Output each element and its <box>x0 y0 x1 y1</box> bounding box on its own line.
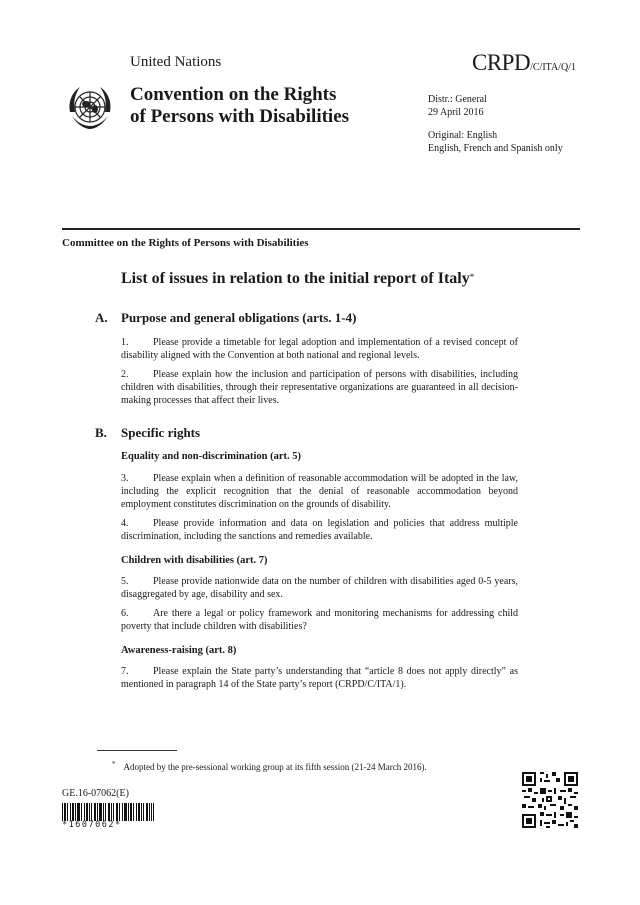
paragraph-2 <box>121 368 518 407</box>
paragraph-6 <box>121 607 518 633</box>
committee-name: Committee on the Rights of Persons with Disabilities <box>62 237 309 249</box>
subheading-awareness: Awareness-raising (art. 8) <box>121 645 237 656</box>
convention-title-line2: of Persons with Disabilities <box>130 106 350 127</box>
document-symbol <box>472 50 576 76</box>
footnote <box>112 760 427 772</box>
document-title <box>121 270 474 288</box>
original-language: Original: English <box>428 130 498 141</box>
paragraph-number: 1. <box>121 337 129 348</box>
footnote-rule <box>97 750 177 751</box>
section-a-title: Purpose and general obligations (arts. 1-4) <box>121 310 357 325</box>
available-languages: English, French and Spanish only <box>428 143 563 154</box>
header-divider <box>62 228 580 230</box>
issue-date: 29 April 2016 <box>428 107 484 118</box>
job-number: GE.16-07062(E) <box>62 788 129 799</box>
paragraph-5 <box>121 575 518 601</box>
section-a-letter: A. <box>95 310 108 325</box>
symbol-sub: /C/ITA/Q/1 <box>530 62 576 73</box>
subheading-equality: Equality and non-discrimination (art. 5) <box>121 451 301 462</box>
section-b-title: Specific rights <box>121 425 201 440</box>
paragraph-text: Please provide information and data on legislation and policies that address multiple discrimination, including the sanctions and remedies available. <box>121 518 518 542</box>
barcode-icon <box>62 803 154 821</box>
convention-title <box>130 84 400 128</box>
org-name: United Nations <box>130 54 222 70</box>
paragraph-number: 3. <box>121 473 129 484</box>
convention-title-line1: Convention on the Rights <box>130 84 337 105</box>
footnote-ref: * <box>469 272 475 282</box>
distribution-block <box>428 93 487 119</box>
paragraph-text: Please provide nationwide data on the number of children with disabilities aged 0-5 years, disaggregated by age, disability and sex. <box>121 576 518 600</box>
qr-code-icon <box>522 772 578 828</box>
paragraph-4 <box>121 517 518 543</box>
document-title-text: List of issues in relation to the initial report of Italy <box>121 270 470 287</box>
paragraph-number: 4. <box>121 518 129 529</box>
un-emblem-icon <box>64 82 116 134</box>
paragraph-number: 2. <box>121 369 129 380</box>
paragraph-7 <box>121 665 518 691</box>
paragraph-3 <box>121 472 518 511</box>
paragraph-number: 5. <box>121 576 129 587</box>
footnote-text: Adopted by the pre-sessional working group at its fifth session (21-24 March 2016). <box>123 762 427 772</box>
symbol-main: CRPD <box>472 50 531 75</box>
paragraph-text: Please explain the State party’s understanding that “article 8 does not apply directly” as mentioned in paragraph 14 of the State party’s report (CRPD/C/ITA/1). <box>121 666 518 690</box>
paragraph-text: Please explain how the inclusion and participation of persons with disabilities, including children with disabilities, through their representative organizations are guaranteed in all decision-making processes that affect their lives. <box>121 369 518 406</box>
paragraph-text: Please provide a timetable for legal adoption and implementation of a revised concept of disability aligned with the Convention at both national and regional levels. <box>121 337 518 361</box>
barcode-number: *1607062* <box>62 820 122 830</box>
subheading-children: Children with disabilities (art. 7) <box>121 555 268 566</box>
paragraph-text: Are there a legal or policy framework and monitoring mechanisms for addressing child poverty that include children with disabilities? <box>121 608 518 632</box>
distribution: Distr.: General <box>428 94 487 105</box>
paragraph-text: Please explain when a definition of reasonable accommodation will be adopted in the law, including the explicit recognition that the denial of reasonable accommodation beyond employment constitutes discrimination on the grounds of disability. <box>121 473 518 510</box>
language-block <box>428 129 563 155</box>
section-b-letter: B. <box>95 425 107 440</box>
paragraph-1 <box>121 336 518 362</box>
paragraph-number: 6. <box>121 608 129 619</box>
footnote-mark: * <box>112 760 116 768</box>
paragraph-number: 7. <box>121 666 129 677</box>
